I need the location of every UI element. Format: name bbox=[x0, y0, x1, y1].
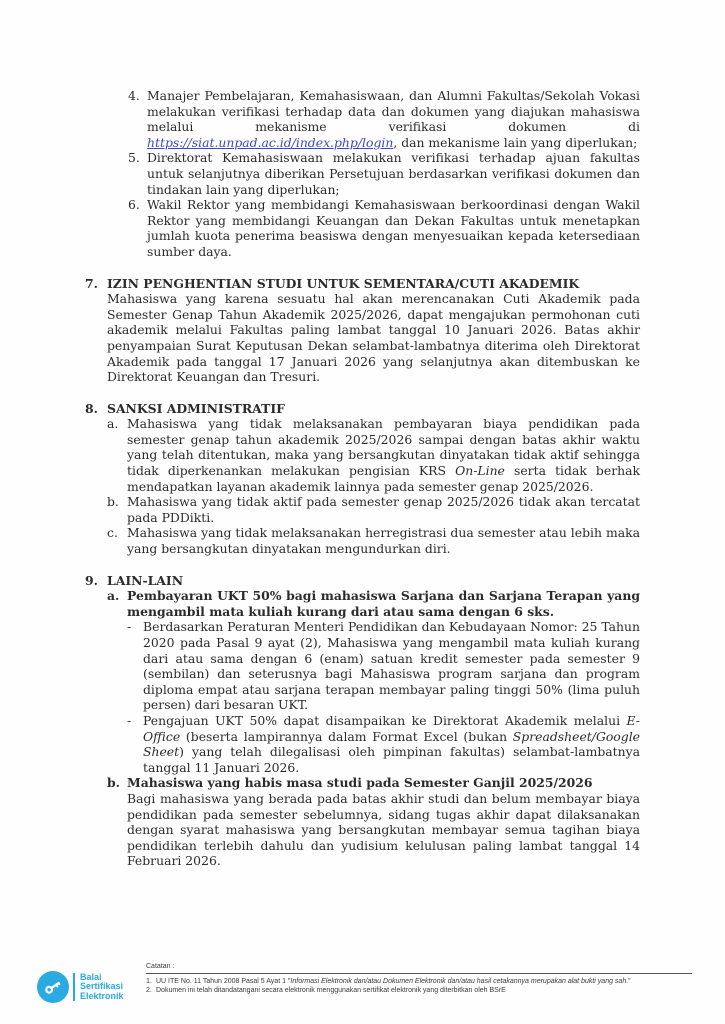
text-run: Mahasiswa yang tidak melaksanakan herregistrasi dua semester atau lebih maka yang bersangkutan dinyatakan mengundurkan diri. bbox=[127, 525, 640, 557]
text-run: ) yang telah dilegalisasi oleh pimpinan fakultas) selambat-lambatnya tanggal 11 Januari 2026. bbox=[143, 744, 640, 775]
text-run: Wakil Rektor yang membidangi Kemahasiswaan berkoordinasi dengan Wakil Rektor yang membidangi Keuangan dan Dekan Fakultas untuk menetapkan jumlah kuota penerima beasiswa dengan menyesuaikan kepada ketersediaan sumber daya. bbox=[147, 197, 640, 259]
footnote-text bbox=[156, 987, 506, 994]
text-run: serta tidak berhak mendapatkan layanan akademik lainnya pada semester genap 2025/2026. bbox=[127, 463, 640, 494]
bsre-logo bbox=[37, 971, 124, 1003]
inline-link[interactable]: https://siat.unpad.ac.id/index.php/login bbox=[147, 134, 394, 150]
section-paragraph bbox=[85, 291, 640, 385]
logo-wordmark bbox=[80, 973, 124, 1002]
list-marker: 6. bbox=[128, 197, 140, 213]
list-item-6 bbox=[85, 197, 640, 259]
section-heading: LAIN-LAIN bbox=[107, 572, 184, 588]
logo-line-3: Elektronik bbox=[80, 990, 124, 1001]
footer-notes bbox=[146, 962, 692, 995]
footnote-marker: 1. bbox=[146, 978, 152, 985]
section-number: 7. bbox=[85, 275, 98, 291]
bullet-text bbox=[143, 713, 640, 775]
section-number: 9. bbox=[85, 572, 98, 588]
section-heading-row bbox=[85, 573, 640, 589]
text-run: Direktorat Kemahasiswaan melakukan verifikasi terhadap ajuan fakultas untuk selanjutnya diberikan Persetujuan berdasarkan verifikasi dokumen dan tindakan lain yang diperlukan; bbox=[147, 150, 640, 197]
text-run: , dan mekanisme lain yang diperlukan; bbox=[393, 134, 638, 150]
dash-marker: - bbox=[127, 712, 132, 728]
text-run: On-Line bbox=[455, 463, 505, 479]
text-run: Mahasiswa yang tidak aktif pada semester genap 2025/2026 tidak akan tercatat pada PDDikti. bbox=[127, 494, 640, 525]
text-run: Dokumen ini telah ditandatangani secara elektronik menggunakan sertifikat elektronik yang diterbitkan oleh BSrE bbox=[156, 987, 506, 994]
dash-bullet-2 bbox=[85, 713, 640, 775]
sub-item-a bbox=[85, 588, 640, 619]
list-marker: 5. bbox=[128, 150, 140, 166]
sub-item-b bbox=[85, 494, 640, 525]
sub-item-text bbox=[127, 588, 640, 619]
sub-item-text bbox=[127, 416, 640, 493]
footnote-1 bbox=[146, 977, 692, 986]
sub-item-marker: b. bbox=[107, 775, 120, 791]
dash-bullet-1 bbox=[85, 619, 640, 713]
sub-item-b bbox=[85, 775, 640, 791]
sub-item-text bbox=[127, 775, 592, 790]
list-marker: 4. bbox=[128, 88, 140, 103]
text-run: Spreadsheet/Google Sheet bbox=[143, 728, 640, 760]
list-item-text bbox=[147, 150, 640, 196]
sub-item-marker: c. bbox=[107, 525, 118, 541]
text-run: Mahasiswa yang habis masa studi pada Semester Ganjil 2025/2026 bbox=[127, 775, 593, 791]
logo-line-1: Balai bbox=[80, 971, 102, 982]
text-run: (beserta lampirannya dalam Format Excel (bukan bbox=[180, 728, 513, 744]
text-run: Mahasiswa yang karena sesuatu hal akan merencanakan Cuti Akademik pada Semester Genap Tahun Akademik 2025/2026, dapat mengajukan permohonan cuti akademik melalui Fakultas paling lambat tanggal 10 Januari 2026. Batas akhir penyampaian Surat Keputusan Dekan selambat-lambatnya diterima oleh Direktorat Akademik pada tanggal 17 Januari 2026 yang selanjutnya akan ditembuskan ke Direktorat Keuangan dan Tresuri. bbox=[107, 291, 640, 385]
bullet-text bbox=[143, 619, 640, 712]
sub-item-marker: b. bbox=[107, 494, 119, 510]
notes-label: Catatan : bbox=[146, 963, 175, 970]
section-heading-row bbox=[85, 401, 640, 417]
sub-item-text bbox=[127, 494, 640, 525]
logo-divider bbox=[73, 973, 75, 1001]
sub-item-marker: a. bbox=[107, 416, 119, 432]
footnote-2 bbox=[146, 986, 692, 995]
text-run: Informasi Elektronik dan/atau Dokumen Elektronik dan/atau hasil cetakannya merupakan alat bukti yang sah. bbox=[290, 978, 629, 985]
footnote-marker: 2. bbox=[146, 987, 152, 994]
footnote-text bbox=[156, 978, 631, 985]
text-run: UU ITE No. 11 Tahun 2008 Pasal 5 Ayat 1 " bbox=[156, 978, 291, 985]
dash-marker: - bbox=[127, 619, 132, 635]
section-8-sanksi-administratif bbox=[85, 401, 640, 557]
text-run: Berdasarkan Peraturan Menteri Pendidikan dan Kebudayaan Nomor: 25 Tahun 2020 pada Pasal 9 ayat (2), Mahasiswa yang mengambil mata kuliah kurang dari atau sama dengan 6 (enam) satuan kredit semester pada semester 9 (sembilan) dan seterusnya bagi Mahasiswa program sarjana dan program diploma empat atau sarjana terapan membayar paling tinggi 50% (lima puluh persen) dari besaran UKT. bbox=[143, 619, 640, 713]
sub-item-text bbox=[127, 525, 640, 556]
section-heading: IZIN PENGHENTIAN STUDI UNTUK SEMENTARA/CUTI AKADEMIK bbox=[107, 275, 580, 291]
section-7-cuti-akademik bbox=[85, 276, 640, 385]
document-body bbox=[85, 88, 640, 869]
text-run: Bagi mahasiswa yang berada pada batas akhir studi dan belum membayar biaya pendidikan pada semester sebelumnya, sidang tugas akhir dapat dilaksanakan dengan syarat mahasiswa yang bersangkutan membayar semua tagihan biaya pendidikan terlebih dahulu dan yudisium kelulusan paling lambat tanggal 14 Februari 2026. bbox=[127, 790, 640, 869]
key-icon bbox=[37, 971, 69, 1003]
text-run: Manajer Pembelajaran, Kemahasiswaan, dan Alumni Fakultas/Sekolah Vokasi melakukan verifikasi terhadap data dan dokumen yang diajukan mahasiswa melalui mekanisme verifikasi dokumen di bbox=[147, 88, 640, 135]
text-run: Pembayaran UKT 50% bagi mahasiswa Sarjana dan Sarjana Terapan yang mengambil mata kuliah kurang dari atau sama dengan 6 sks. bbox=[127, 588, 640, 619]
text-run: Mahasiswa yang tidak melaksanakan pembayaran biaya pendidikan pada semester genap tahun akademik 2025/2026 sampai dengan batas akhir waktu yang telah ditentukan, maka yang bersangkutan dinyatakan tidak aktif sehingga tidak diperkenankan melakukan pengisian KRS bbox=[127, 416, 640, 479]
logo-line-2: Sertifikasi bbox=[80, 981, 124, 992]
notes-divider bbox=[146, 973, 692, 974]
text-run: E-Office bbox=[143, 712, 640, 744]
sub-item-paragraph bbox=[85, 791, 640, 869]
section-heading: SANKSI ADMINISTRATIF bbox=[107, 400, 285, 416]
text-run: Pengajuan UKT 50% dapat disampaikan ke Direktorat Akademik melalui bbox=[143, 712, 627, 728]
sub-item-c bbox=[85, 525, 640, 556]
section-number: 8. bbox=[85, 400, 98, 416]
list-item-4 bbox=[85, 88, 640, 150]
section-9-lain-lain bbox=[85, 573, 640, 869]
list-item-text bbox=[147, 88, 640, 150]
list-item-5 bbox=[85, 150, 640, 197]
list-item-text bbox=[147, 197, 640, 259]
text-run: " bbox=[628, 978, 631, 985]
sub-item-marker: a. bbox=[107, 588, 120, 604]
sub-item-a bbox=[85, 416, 640, 494]
section-heading-row bbox=[85, 276, 640, 292]
